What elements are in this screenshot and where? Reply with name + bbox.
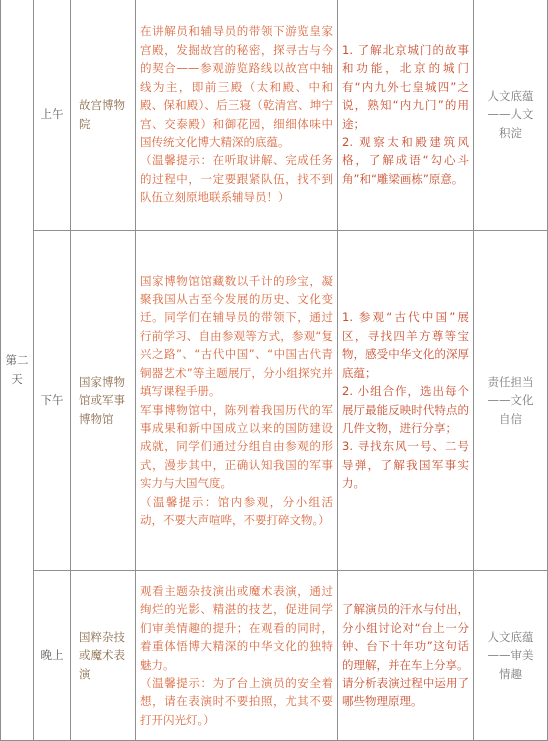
- task-item: 了解演员的汗水与付出，分小组讨论对“台上一分钟、台下十年功”这句话的理解，并在车上分享。: [342, 602, 469, 672]
- task-item: 请分析表演过程中运用了哪些物理原理。: [342, 675, 469, 709]
- table-row-evening: [1, 571, 548, 741]
- literacy-line: 人文底蕴: [487, 629, 534, 644]
- literacy-line: 人文底蕴: [487, 88, 534, 103]
- literacy-line: ——文化: [487, 393, 534, 408]
- plan-paragraph: 军事博物馆中，陈列着我国历代的军事成果和新中国成立以来的国防建设成就，同学们通过分组自由参观的形式，漫步其中，正确认知我国的军事实力与大国气度。: [140, 402, 333, 491]
- plan-paragraph: 在讲解员和辅导员的带领下游览皇家宫殿，发掘故宫的秘密，探寻古与今的契合——参观游览路线以故宫中轴线为主，即前三殿（太和殿、中和殿、保和殿）、后三寝（乾清宫、坤宁宫、交泰殿）和御花园，细细体味中国传统文化博大精深的底蕴。: [140, 24, 333, 149]
- literacy-line: 积淀: [499, 125, 522, 140]
- time-slot-cell: 晚上: [34, 571, 71, 741]
- activity-plan-cell: [136, 0, 338, 231]
- time-slot-cell: 上午: [34, 0, 71, 231]
- literacy-line: ——人文: [487, 107, 534, 122]
- learning-task-cell: [338, 571, 474, 741]
- safety-tip: （温馨提示：馆内参观，分小组活动，不要大声喧哗，不要打碎文物。）: [140, 494, 333, 527]
- literacy-line: 责任担当: [487, 374, 534, 389]
- literacy-line: 自信: [499, 411, 522, 426]
- safety-tip: （温馨提示：在听取讲解、完成任务的过程中，一定要跟紧队伍，找不到队伍立刻原地联系辅导员！）: [140, 153, 333, 205]
- day-label: 第二天: [1, 0, 34, 741]
- venue-cell: 故宫博物院: [71, 0, 136, 231]
- core-literacy-cell: [474, 571, 548, 741]
- core-literacy-cell: [474, 0, 548, 231]
- literacy-line: 情趣: [499, 666, 522, 681]
- task-item: 3. 寻找东风一号、二号导弹，了解我国军事实力。: [342, 439, 469, 491]
- learning-task-cell: [338, 231, 474, 571]
- core-literacy-cell: [474, 231, 548, 571]
- activity-plan-cell: [136, 231, 338, 571]
- safety-tip: （温馨提示：为了台上演员的安全着想，请在表演时不要拍照，尤其不要打开闪光灯。）: [140, 675, 333, 727]
- task-item: 2. 观察太和殿建筑风格，了解成语“勾心斗角”和“雕梁画栋”原意。: [342, 134, 469, 186]
- task-item: 1. 参观“古代中国”展区，寻找四羊方尊等宝物，感受中华文化的深厚底蕴；: [342, 310, 469, 380]
- task-item: 2. 小组合作，选出每个展厅最能反映时代特点的几件文物，进行分享；: [342, 384, 469, 435]
- literacy-line: ——审美: [487, 648, 534, 663]
- activity-plan-cell: [136, 571, 338, 741]
- venue-cell: 国家博物馆或军事博物馆: [71, 231, 136, 571]
- table-row-afternoon: [1, 231, 548, 571]
- plan-paragraph: 观看主题杂技演出或魔术表演，通过绚烂的光影、精湛的技艺，促进同学们审美情趣的提升；在观看的同时，着重体悟博大精深的中华文化的独特魅力。: [140, 583, 333, 672]
- venue-cell: 国粹杂技或魔术表演: [71, 571, 136, 741]
- table-row-morning: [1, 0, 548, 231]
- plan-paragraph: 国家博物馆馆藏数以千计的珍宝，凝聚我国从古至今发展的历史、文化变迁。同学们在辅导员的带领下，通过行前学习、自由参观等方式，参观“复兴之路”、“古代中国”、“中国古代青铜器艺术”等主题展厅，分小组探究并填写课程手册。: [140, 273, 333, 399]
- learning-task-cell: [338, 0, 474, 231]
- time-slot-cell: 下午: [34, 231, 71, 571]
- task-item: 1. 了解北京城门的故事和功能，北京的城门有“内九外七皇城四”之说，熟知“内九门”的用途；: [342, 42, 469, 131]
